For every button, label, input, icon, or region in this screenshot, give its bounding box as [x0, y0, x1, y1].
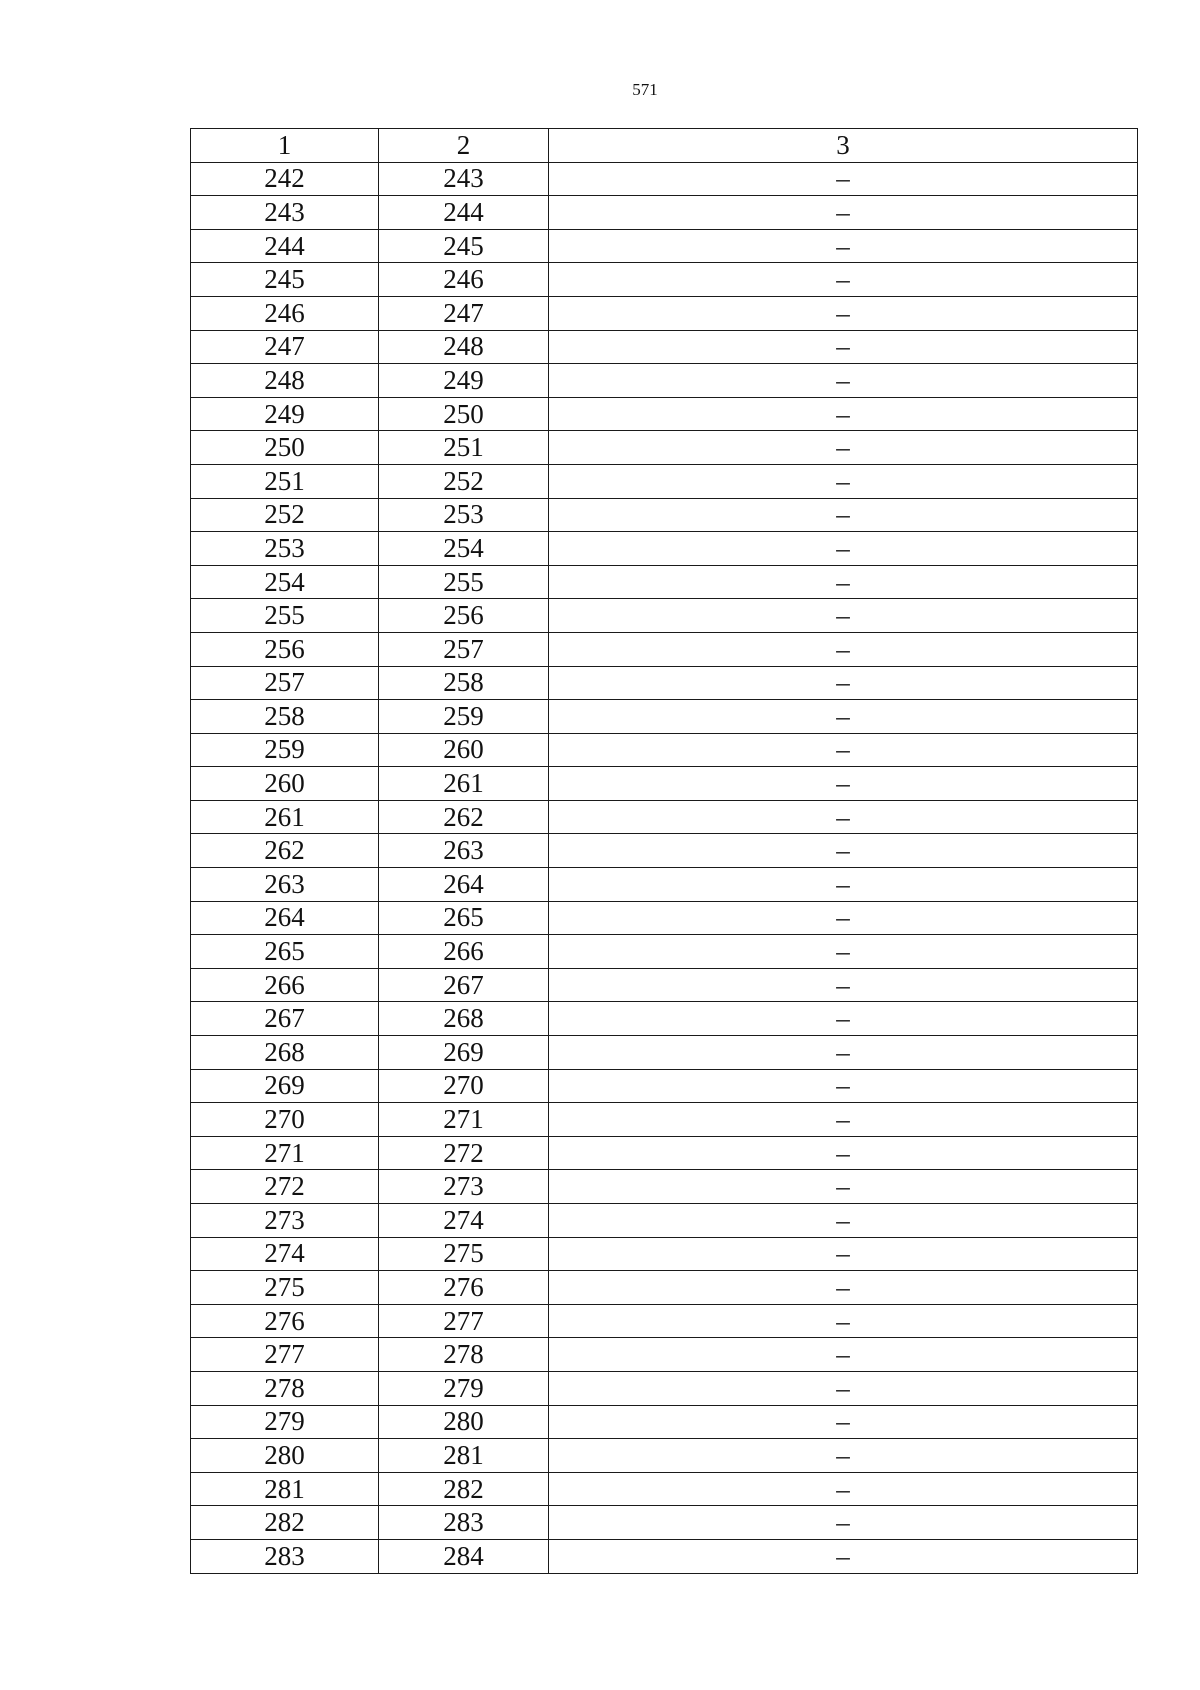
table-cell: 275	[379, 1237, 549, 1271]
table-row	[191, 364, 1138, 398]
table-cell: 243	[379, 162, 549, 196]
table-cell: 257	[191, 666, 379, 700]
table-cell: –	[549, 1136, 1138, 1170]
table-row	[191, 1103, 1138, 1137]
table-cell: 248	[379, 330, 549, 364]
column-header-3: 3	[549, 129, 1138, 163]
table-cell: –	[549, 397, 1138, 431]
table-cell: 263	[191, 868, 379, 902]
page-number: 571	[632, 80, 658, 99]
table-cell: –	[549, 968, 1138, 1002]
table-row	[191, 1237, 1138, 1271]
table-row	[191, 263, 1138, 297]
table-cell: 280	[379, 1405, 549, 1439]
table-cell: 284	[379, 1539, 549, 1573]
table-row	[191, 532, 1138, 566]
table-cell: –	[549, 1103, 1138, 1137]
table-row	[191, 1304, 1138, 1338]
table-cell: 254	[191, 565, 379, 599]
table-row	[191, 834, 1138, 868]
table-cell: 258	[191, 700, 379, 734]
data-table	[190, 128, 1138, 1574]
table-cell: –	[549, 1002, 1138, 1036]
table-body	[191, 162, 1138, 1573]
table-cell: 265	[379, 901, 549, 935]
table-cell: 278	[191, 1371, 379, 1405]
table-row	[191, 1002, 1138, 1036]
table-cell: 276	[379, 1271, 549, 1305]
table-cell: 242	[191, 162, 379, 196]
table-row	[191, 632, 1138, 666]
table-cell: 278	[379, 1338, 549, 1372]
column-header-2: 2	[379, 129, 549, 163]
table-cell: 244	[379, 196, 549, 230]
table-row	[191, 868, 1138, 902]
table-row	[191, 1036, 1138, 1070]
table-cell: –	[549, 565, 1138, 599]
table-cell: 251	[379, 431, 549, 465]
table-row	[191, 1439, 1138, 1473]
table-cell: 261	[191, 800, 379, 834]
table-cell: –	[549, 296, 1138, 330]
table-cell: –	[549, 868, 1138, 902]
table-cell: 249	[379, 364, 549, 398]
table-cell: 256	[379, 599, 549, 633]
table-cell: 244	[191, 229, 379, 263]
table-row	[191, 1136, 1138, 1170]
table-cell: 245	[191, 263, 379, 297]
table-cell: –	[549, 1069, 1138, 1103]
table-cell: 257	[379, 632, 549, 666]
table-cell: –	[549, 1338, 1138, 1372]
table-cell: –	[549, 532, 1138, 566]
table-cell: –	[549, 364, 1138, 398]
table-cell: 274	[379, 1204, 549, 1238]
table-row	[191, 1338, 1138, 1372]
table-cell: 283	[191, 1539, 379, 1573]
table-row	[191, 1472, 1138, 1506]
table-cell: 283	[379, 1506, 549, 1540]
table-cell: 268	[191, 1036, 379, 1070]
table-cell: 245	[379, 229, 549, 263]
table-row	[191, 599, 1138, 633]
table-cell: 262	[191, 834, 379, 868]
column-header-1: 1	[191, 129, 379, 163]
table-cell: 281	[191, 1472, 379, 1506]
table-cell: 251	[191, 464, 379, 498]
table-cell: 255	[379, 565, 549, 599]
table-cell: –	[549, 229, 1138, 263]
table-cell: 247	[379, 296, 549, 330]
table-cell: –	[549, 431, 1138, 465]
table-header	[191, 129, 1138, 163]
table-row	[191, 196, 1138, 230]
table-row	[191, 733, 1138, 767]
table-cell: 260	[191, 767, 379, 801]
header-row	[191, 129, 1138, 163]
table-cell: 273	[379, 1170, 549, 1204]
table-row	[191, 901, 1138, 935]
table-row	[191, 1069, 1138, 1103]
table-cell: 253	[191, 532, 379, 566]
table-cell: 275	[191, 1271, 379, 1305]
table-cell: –	[549, 935, 1138, 969]
table-cell: 272	[191, 1170, 379, 1204]
table-cell: –	[549, 1237, 1138, 1271]
table-cell: 269	[379, 1036, 549, 1070]
table-row	[191, 1204, 1138, 1238]
table-cell: 263	[379, 834, 549, 868]
table-cell: 271	[191, 1136, 379, 1170]
table-cell: –	[549, 1439, 1138, 1473]
table-cell: 253	[379, 498, 549, 532]
table-row	[191, 1271, 1138, 1305]
table-cell: 282	[191, 1506, 379, 1540]
table-cell: –	[549, 1506, 1138, 1540]
table-row	[191, 767, 1138, 801]
table-cell: 279	[379, 1371, 549, 1405]
table-cell: 267	[379, 968, 549, 1002]
table-cell: 247	[191, 330, 379, 364]
table-cell: 267	[191, 1002, 379, 1036]
table-row	[191, 1539, 1138, 1573]
table-cell: 252	[191, 498, 379, 532]
table-row	[191, 464, 1138, 498]
table-cell: 250	[191, 431, 379, 465]
table-cell: 264	[379, 868, 549, 902]
table-row	[191, 1170, 1138, 1204]
table-cell: –	[549, 1472, 1138, 1506]
table-cell: 246	[191, 296, 379, 330]
table-cell: 265	[191, 935, 379, 969]
table-cell: 282	[379, 1472, 549, 1506]
table-cell: 277	[191, 1338, 379, 1372]
table-row	[191, 498, 1138, 532]
table-row	[191, 431, 1138, 465]
table-cell: 246	[379, 263, 549, 297]
table-cell: 243	[191, 196, 379, 230]
table-cell: –	[549, 800, 1138, 834]
table-cell: 277	[379, 1304, 549, 1338]
table-cell: 266	[379, 935, 549, 969]
table-row	[191, 397, 1138, 431]
table-cell: 268	[379, 1002, 549, 1036]
table-cell: –	[549, 733, 1138, 767]
table-row	[191, 935, 1138, 969]
table-row	[191, 296, 1138, 330]
table-cell: –	[549, 666, 1138, 700]
table-cell: 276	[191, 1304, 379, 1338]
table-cell: –	[549, 1539, 1138, 1573]
table-cell: –	[549, 330, 1138, 364]
table-cell: 281	[379, 1439, 549, 1473]
table-cell: 269	[191, 1069, 379, 1103]
table-row	[191, 162, 1138, 196]
table-cell: –	[549, 632, 1138, 666]
table-cell: 280	[191, 1439, 379, 1473]
table-cell: 270	[191, 1103, 379, 1137]
table-cell: –	[549, 767, 1138, 801]
table-cell: 271	[379, 1103, 549, 1137]
table-cell: –	[549, 263, 1138, 297]
table-cell: 274	[191, 1237, 379, 1271]
table-cell: 260	[379, 733, 549, 767]
table-cell: –	[549, 1036, 1138, 1070]
table-row	[191, 1405, 1138, 1439]
table-cell: 259	[191, 733, 379, 767]
table-row	[191, 800, 1138, 834]
table-cell: –	[549, 162, 1138, 196]
table-cell: –	[549, 599, 1138, 633]
table-cell: 279	[191, 1405, 379, 1439]
table-cell: –	[549, 1170, 1138, 1204]
table-row	[191, 968, 1138, 1002]
table-cell: 250	[379, 397, 549, 431]
table-cell: –	[549, 901, 1138, 935]
table-cell: –	[549, 1204, 1138, 1238]
table-cell: 255	[191, 599, 379, 633]
table-row	[191, 666, 1138, 700]
table-cell: –	[549, 1304, 1138, 1338]
table-cell: 262	[379, 800, 549, 834]
table-row	[191, 565, 1138, 599]
table-cell: 261	[379, 767, 549, 801]
table-cell: 259	[379, 700, 549, 734]
table-cell: 264	[191, 901, 379, 935]
table-row	[191, 229, 1138, 263]
table-cell: –	[549, 1371, 1138, 1405]
table-cell: –	[549, 700, 1138, 734]
table-cell: 273	[191, 1204, 379, 1238]
table-cell: –	[549, 464, 1138, 498]
table-cell: 272	[379, 1136, 549, 1170]
table-row	[191, 1506, 1138, 1540]
table-cell: 249	[191, 397, 379, 431]
table-row	[191, 700, 1138, 734]
table-cell: 270	[379, 1069, 549, 1103]
table-cell: –	[549, 196, 1138, 230]
table-cell: 254	[379, 532, 549, 566]
table-cell: –	[549, 834, 1138, 868]
table-cell: 256	[191, 632, 379, 666]
table-cell: 258	[379, 666, 549, 700]
table-row	[191, 1371, 1138, 1405]
table-cell: –	[549, 1405, 1138, 1439]
table-cell: 248	[191, 364, 379, 398]
table-row	[191, 330, 1138, 364]
table-cell: –	[549, 498, 1138, 532]
table-cell: 266	[191, 968, 379, 1002]
table-cell: 252	[379, 464, 549, 498]
table-cell: –	[549, 1271, 1138, 1305]
